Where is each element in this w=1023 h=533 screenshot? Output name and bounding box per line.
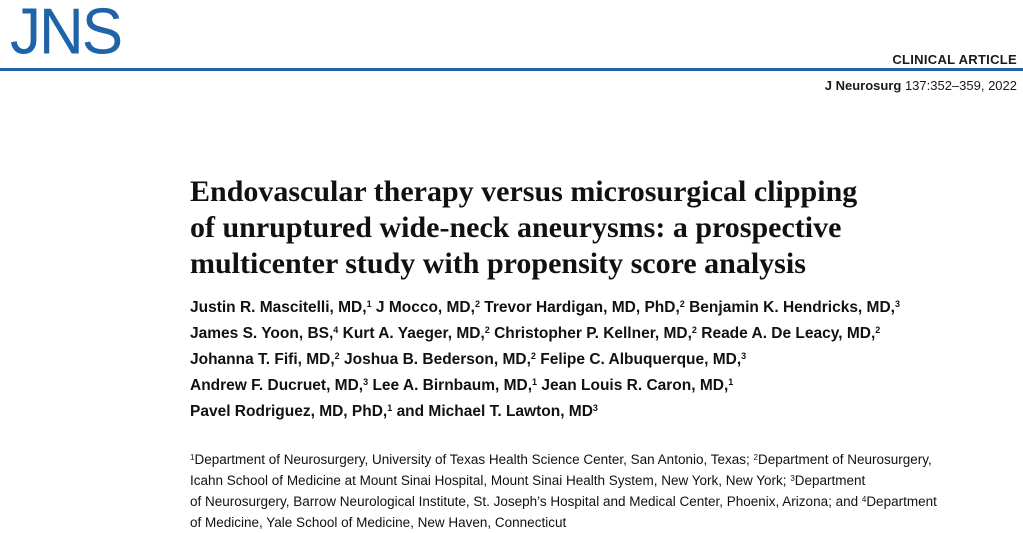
affiliation-text-part: of Neurosurgery, Barrow Neurological Institute, St. Joseph’s Hospital and Medical Center, Phoenix, Arizona; and <box>190 494 862 509</box>
affiliation-text-part: Department of Neurosurgery, <box>757 452 932 467</box>
author-name: Lee A. Birnbaum, MD, <box>372 377 533 394</box>
citation <box>825 78 1017 93</box>
author-affiliation-mark: 2 <box>474 299 480 309</box>
author-name: Johanna T. Fifi, MD, <box>190 351 335 368</box>
affiliations-block <box>190 449 1020 533</box>
author-affiliation-mark: 1 <box>728 377 734 387</box>
author-name: Felipe C. Albuquerque, MD, <box>540 351 742 368</box>
affiliation-number: 4 <box>861 495 867 504</box>
title-line: Endovascular therapy versus microsurgical clipping <box>190 175 858 208</box>
author-affiliation-mark: 4 <box>333 325 339 335</box>
affiliation-text: Department of Neurosurgery, University of Texas Health Science Center, San Antonio, Texas; <box>194 452 754 467</box>
author-list <box>190 295 1020 425</box>
affiliation-text-part: of Medicine, Yale School of Medicine, New Haven, Connecticut <box>190 515 567 530</box>
author-affiliation-mark: 3 <box>592 403 598 413</box>
citation-journal-name: J Neurosurg <box>824 78 902 93</box>
affiliation-number: 3 <box>790 474 795 483</box>
author-affiliation-mark: 2 <box>691 325 697 335</box>
affiliation-text-part: Department <box>866 494 937 509</box>
author-name: James S. Yoon, BS, <box>190 325 334 342</box>
author-affiliation-mark: 2 <box>334 351 340 361</box>
affiliation-text-part: Icahn School of Medicine at Mount Sinai Hospital, Mount Sinai Health System, New York, New York; <box>190 473 791 488</box>
author-name: and Michael T. Lawton, MD <box>396 403 593 420</box>
author-name: Justin R. Mascitelli, MD, <box>190 299 367 316</box>
author-affiliation-mark: 2 <box>875 325 881 335</box>
affiliation-number: 2 <box>753 453 758 462</box>
journal-logo: JNS <box>10 0 122 69</box>
author-affiliation-mark: 1 <box>532 377 538 387</box>
author-affiliation-mark: 2 <box>530 351 536 361</box>
author-name: Pavel Rodriguez, MD, PhD, <box>190 403 388 420</box>
author-affiliation-mark: 2 <box>679 299 685 309</box>
article-type-label: CLINICAL ARTICLE <box>892 52 1017 67</box>
author-name: Kurt A. Yaeger, MD, <box>342 325 485 342</box>
author-name: Andrew F. Ducruet, MD, <box>190 377 364 394</box>
citation-detail: 137:352–359, 2022 <box>904 78 1017 93</box>
header-rule <box>0 68 1023 71</box>
author-affiliation-mark: 3 <box>363 377 369 387</box>
title-line: of unruptured wide-neck aneurysms: a prospective <box>190 211 842 244</box>
author-affiliation-mark: 2 <box>484 325 490 335</box>
author-name: Trevor Hardigan, MD, PhD, <box>484 299 680 316</box>
author-name: Reade A. De Leacy, MD, <box>701 325 876 342</box>
author-affiliation-mark: 1 <box>366 299 372 309</box>
author-affiliation-mark: 1 <box>387 403 393 413</box>
article-title <box>190 174 970 282</box>
author-affiliation-mark: 3 <box>894 299 900 309</box>
author-name: Christopher P. Kellner, MD, <box>494 325 692 342</box>
author-name: Joshua B. Bederson, MD, <box>344 351 531 368</box>
affiliation-text-part: Department <box>794 473 866 488</box>
affiliation-number: 1 <box>190 453 195 462</box>
author-name: J Mocco, MD, <box>375 299 475 316</box>
title-line: multicenter study with propensity score analysis <box>190 247 806 280</box>
author-name: Jean Louis R. Caron, MD, <box>541 377 729 394</box>
author-name: Benjamin K. Hendricks, MD, <box>689 299 895 316</box>
author-affiliation-mark: 3 <box>741 351 747 361</box>
